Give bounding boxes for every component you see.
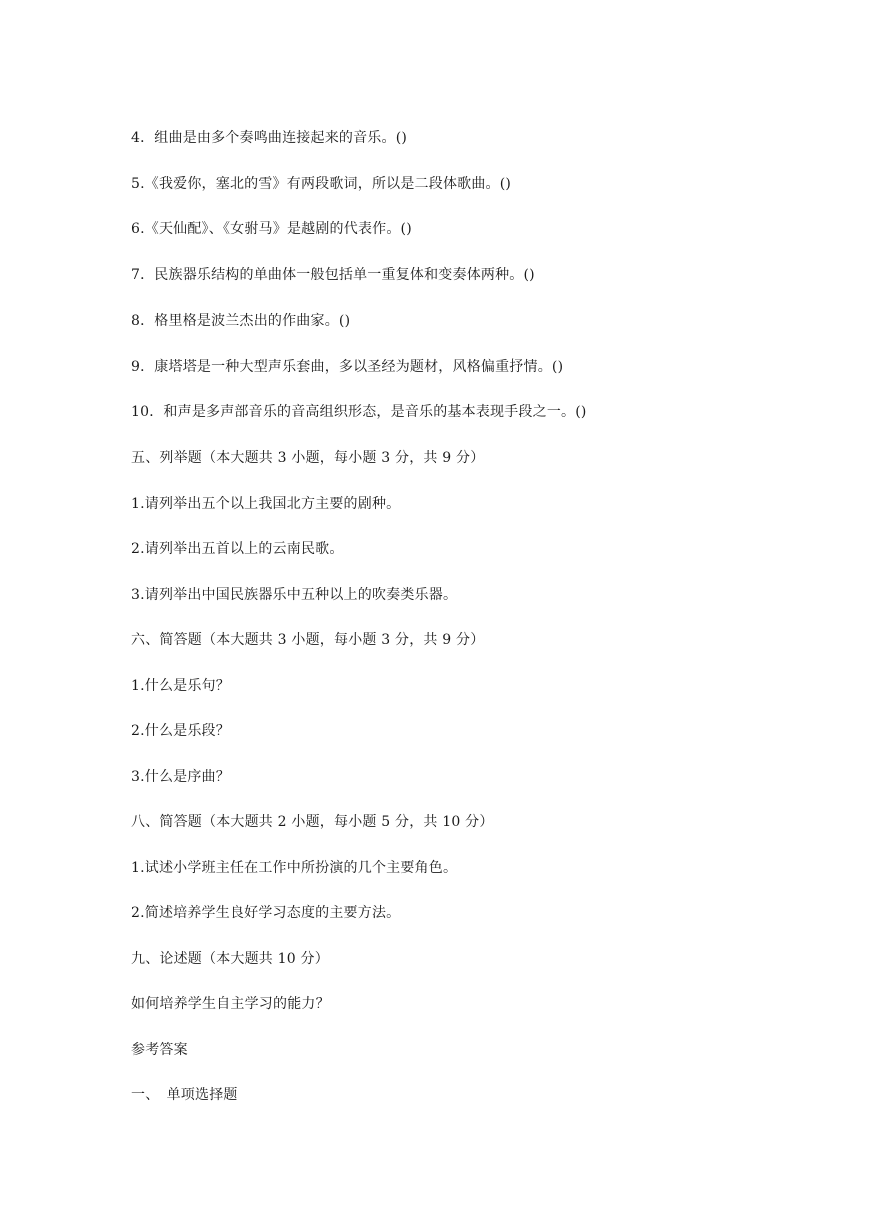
section-heading-listing: 五、列举题（本大题共 3 小题，每小题 3 分，共 9 分） <box>131 450 485 466</box>
short-answer-question-2: 2.什么是乐段？ <box>131 723 230 739</box>
true-false-question-5: 5.《我爱你，塞北的雪》有两段歌词，所以是二段体歌曲。() <box>131 176 512 192</box>
true-false-question-4: 4．组曲是由多个奏鸣曲连接起来的音乐。() <box>131 130 408 146</box>
true-false-question-6: 6.《天仙配》、《女驸马》是越剧的代表作。() <box>131 221 412 237</box>
listing-question-1: 1.请列举出五个以上我国北方主要的剧种。 <box>131 496 401 512</box>
listing-question-3: 3.请列举出中国民族器乐中五种以上的吹奏类乐器。 <box>131 587 458 603</box>
section-heading-short-answer-6: 六、简答题（本大题共 3 小题，每小题 3 分，共 9 分） <box>131 632 485 648</box>
true-false-question-9: 9．康塔塔是一种大型声乐套曲，多以圣经为题材，风格偏重抒情。() <box>131 359 564 375</box>
short-answer-8-question-2: 2.简述培养学生良好学习态度的主要方法。 <box>131 905 401 921</box>
answer-section-single-choice: 一、 单项选择题 <box>131 1087 238 1103</box>
true-false-question-10: 10．和声是多声部音乐的音高组织形态，是音乐的基本表现手段之一。() <box>131 404 587 420</box>
true-false-question-7: 7．民族器乐结构的单曲体一般包括单一重复体和变奏体两种。() <box>131 267 535 283</box>
listing-question-2: 2.请列举出五首以上的云南民歌。 <box>131 541 344 557</box>
essay-question: 如何培养学生自主学习的能力？ <box>131 996 330 1012</box>
answer-key-heading: 参考答案 <box>131 1042 188 1058</box>
true-false-question-8: 8．格里格是波兰杰出的作曲家。() <box>131 313 351 329</box>
section-heading-short-answer-8: 八、简答题（本大题共 2 小题，每小题 5 分，共 10 分） <box>131 814 494 830</box>
short-answer-question-1: 1.什么是乐句？ <box>131 678 230 694</box>
short-answer-question-3: 3.什么是序曲？ <box>131 769 230 785</box>
section-heading-essay: 九、论述题（本大题共 10 分） <box>131 951 329 967</box>
short-answer-8-question-1: 1.试述小学班主任在工作中所扮演的几个主要角色。 <box>131 860 458 876</box>
